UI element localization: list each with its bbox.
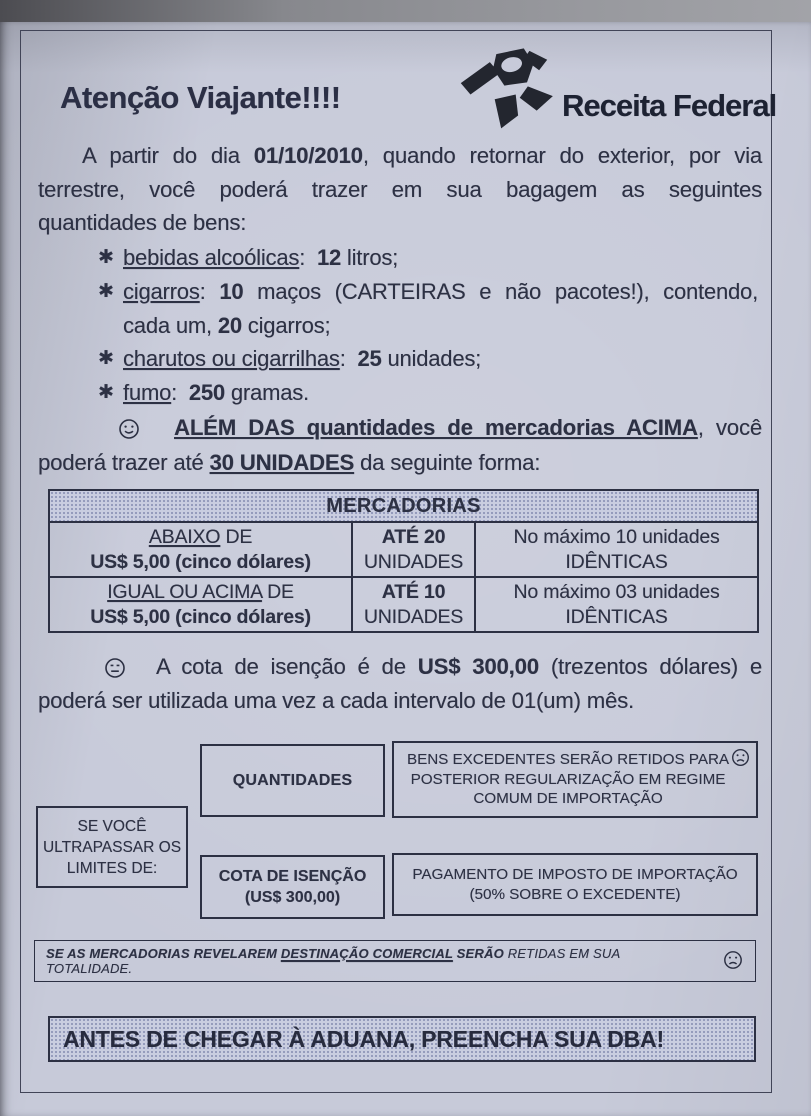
table-row	[50, 523, 757, 576]
page-title: Atenção Viajante!!!!	[60, 80, 341, 115]
beyond-paragraph	[38, 411, 762, 480]
excess-goods-box: BENS EXCEDENTES SERÃO RETIDOS PARA POSTERIOR REGULARIZAÇÃO EM REGIME COMUM DE IMPORTAÇÃO	[392, 741, 758, 818]
star-bullet-icon: ✱	[98, 247, 114, 268]
cell-price-condition: IGUAL OU ACIMA DE US$ 5,00 (cinco dólares)	[50, 576, 353, 631]
limits-trigger-box: SE VOCÊ ULTRAPASSAR OS LIMITES DE:	[36, 806, 188, 888]
table-row	[50, 576, 757, 631]
cell-quantity-limit: ATÉ 10 UNIDADES	[353, 576, 476, 631]
logo-wordmark: Receita Federal	[562, 88, 777, 123]
star-bullet-icon: ✱	[98, 382, 114, 404]
list-item-cigars: ✱ charutos ou cigarrilhas: 25 unidades;	[98, 342, 758, 376]
cell-identical-limit: No máximo 10 unidades IDÊNTICAS	[513, 525, 720, 573]
dba-banner: ANTES DE CHEGAR À ADUANA, PREENCHA SUA DBA!	[48, 1016, 756, 1062]
sad-face-icon	[731, 748, 750, 767]
photo-background-edge	[0, 0, 811, 22]
list-item-cigarettes	[98, 275, 758, 343]
quantities-box: QUANTIDADES	[200, 744, 385, 817]
cell-quantity-limit: ATÉ 20 UNIDADES	[353, 523, 476, 576]
list-item-beverages: ✱ bebidas alcoólicas: 12 litros;	[98, 241, 758, 275]
quota-line-2: poderá ser utilizada uma vez a cada intervalo de 01(um) mês.	[38, 688, 635, 713]
neutral-face-icon	[104, 657, 126, 679]
cigarettes-line-2: cada um, 20 cigarros;	[123, 312, 331, 338]
beyond-line-2: poderá trazer até 30 UNIDADES da seguinte forma:	[38, 449, 541, 475]
star-bullet-icon: ✱	[98, 348, 114, 370]
sad-face-icon	[723, 950, 743, 970]
cell-identical-limit: No máximo 03 unidades IDÊNTICAS	[476, 576, 757, 631]
receita-federal-logo-icon	[452, 46, 560, 130]
intro-line-2: terrestre, você poderá trazer em sua bagagem as seguintes	[38, 176, 762, 202]
smiley-face-icon	[118, 418, 140, 440]
intro-line-1: A partir do dia 01/10/2010, quando retornar do exterior, por via	[82, 143, 762, 168]
exemption-quota-box: COTA DE ISENÇÃO (US$ 300,00)	[200, 855, 385, 919]
intro-paragraph	[38, 139, 762, 240]
allowance-list	[98, 241, 758, 410]
beyond-line-1: ALÉM DAS quantidades de mercadorias ACIMA, você	[38, 411, 762, 446]
table-header: MERCADORIAS	[50, 491, 757, 523]
notice-text: SE AS MERCADORIAS REVELAREM DESTINAÇÃO COMERCIAL SERÃO RETIDAS EM SUA TOTALIDADE.	[46, 946, 620, 976]
commercial-destination-notice	[34, 940, 756, 982]
import-tax-box: PAGAMENTO DE IMPOSTO DE IMPORTAÇÃO (50% SOBRE O EXCEDENTE)	[392, 853, 758, 916]
quota-line-1: A cota de isenção é de US$ 300,00 (trezentos dólares) e	[38, 650, 762, 684]
goods-table	[48, 489, 759, 633]
star-bullet-icon: ✱	[98, 280, 114, 302]
list-item-tobacco: ✱ fumo: 250 gramas.	[98, 376, 758, 410]
effective-date: 01/10/2010	[253, 143, 363, 168]
cell-price-condition: ABAIXO DE US$ 5,00 (cinco dólares)	[50, 523, 353, 576]
quota-amount: US$ 300,00	[417, 654, 539, 679]
cigarettes-line-1: cigarros: 10 maços (CARTEIRAS e não pacotes!), contendo,	[123, 278, 758, 304]
quota-paragraph	[38, 650, 762, 718]
intro-line-3: quantidades de bens:	[38, 210, 247, 236]
